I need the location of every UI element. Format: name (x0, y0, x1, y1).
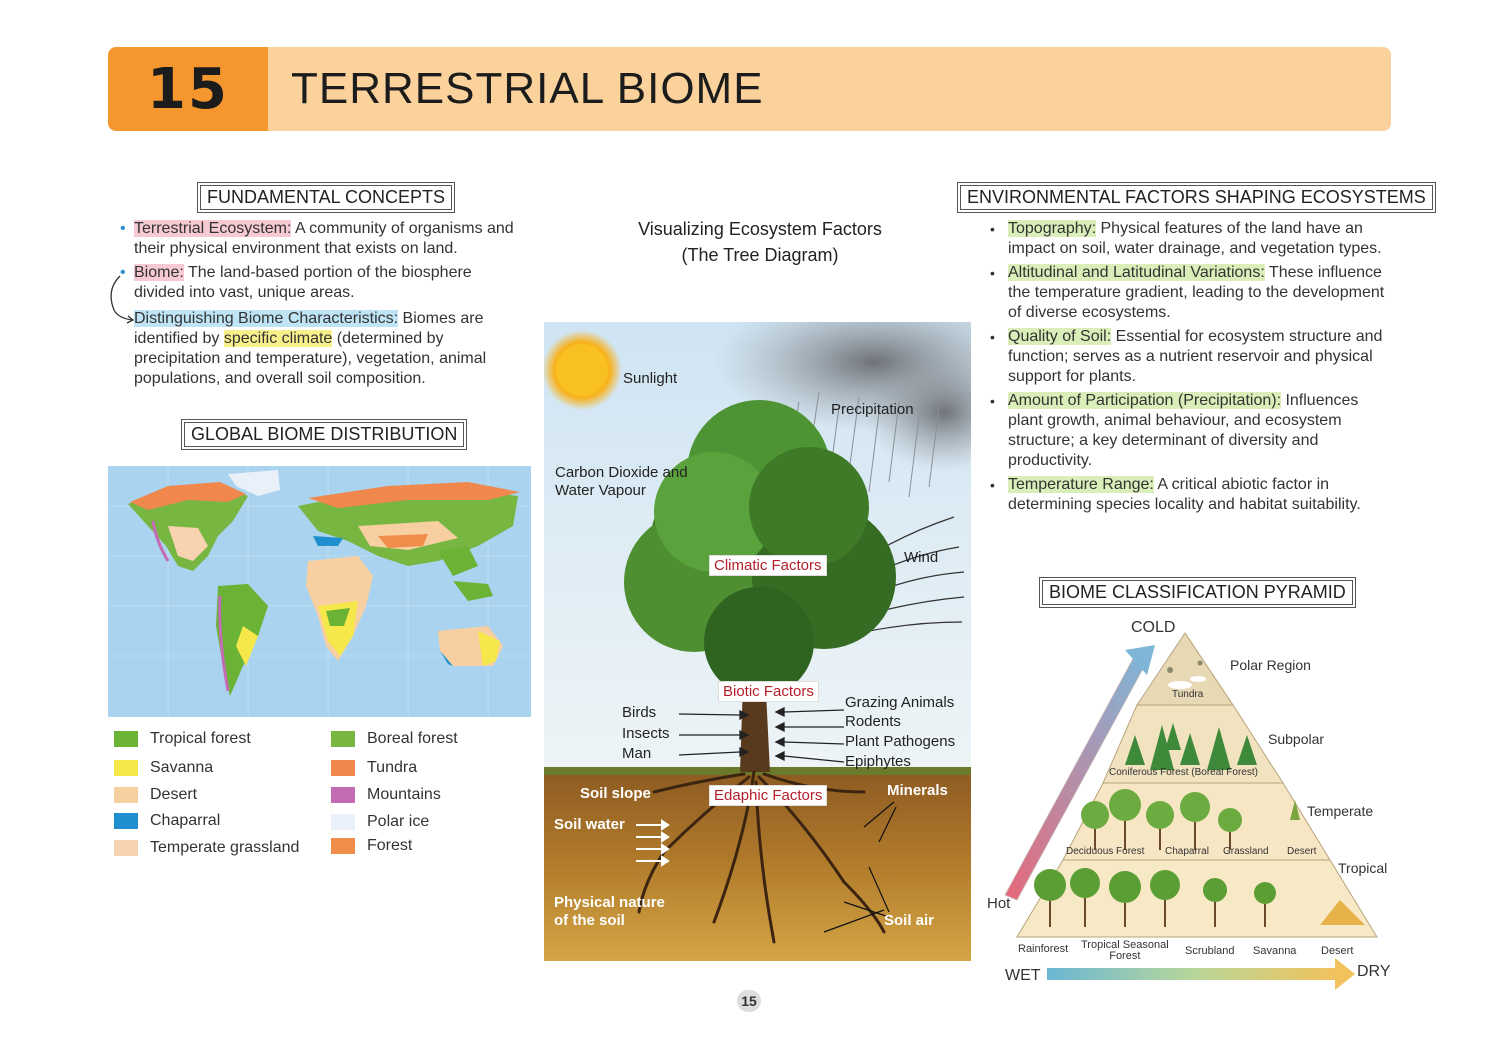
factor-item (988, 475, 1388, 515)
physical-nature-label (554, 894, 665, 930)
fundamental-heading: FUNDAMENTAL CONCEPTS (200, 185, 452, 210)
wind-label: Wind (904, 549, 939, 566)
cold-label: COLD (1131, 619, 1176, 636)
factor-term: Topography: (1008, 220, 1097, 237)
savanna-label: Savanna (1253, 945, 1297, 957)
bullet-icon: • (990, 221, 995, 237)
coniferous-label: Coniferous Forest (Boreal Forest) (1109, 767, 1258, 778)
concept-item (120, 309, 520, 389)
legend-label: Mountains (367, 786, 441, 803)
co2-label-line: Carbon Dioxide and (555, 464, 688, 481)
legend-swatch (331, 760, 355, 776)
concept-highlight: specific climate (223, 330, 333, 347)
concept-text: (determined by precipitation and temperature), vegetation, animal populations, and overall soil composition. (134, 330, 487, 387)
concept-term: Biome: (134, 264, 184, 281)
factor-item (988, 327, 1388, 387)
factor-text: A critical abiotic factor in determining species locality and habitat suitability. (1008, 476, 1361, 513)
legend-item (114, 759, 213, 777)
bullet-icon: • (120, 220, 126, 237)
rainforest-label: Rainforest (1018, 943, 1069, 955)
legend-item (331, 759, 417, 777)
birds-label: Birds (622, 704, 657, 721)
legend-swatch (331, 814, 355, 830)
physical-nature-line: Physical nature (554, 894, 665, 911)
factor-item (988, 391, 1388, 471)
temperate-label: Temperate (1307, 803, 1374, 819)
factor-term: Quality of Soil: (1008, 328, 1112, 345)
factor-text: Influences plant growth, animal behaviour, and ecosystem structure; a key determinant of diversity and productivity. (1008, 392, 1359, 469)
legend-item (114, 839, 299, 857)
legend-item (331, 730, 458, 748)
sunlight-label: Sunlight (623, 370, 678, 387)
legend-label: Savanna (150, 759, 214, 776)
deciduous-label: Deciduous Forest (1066, 846, 1145, 857)
scrubland-label: Scrubland (1185, 945, 1235, 957)
factor-item (988, 263, 1388, 323)
factor-text: Physical features of the land have an impact on soil, water drainage, and vegetation types. (1008, 220, 1382, 257)
precipitation-label: Precipitation (831, 401, 914, 418)
legend-item (114, 786, 197, 804)
climatic-factors-tag: Climatic Factors (709, 555, 827, 576)
chapter-number: 15 (108, 47, 268, 131)
factor-text: These influence the temperature gradient, leading to the development of diverse ecosystems. (1008, 264, 1385, 321)
legend-label: Tundra (367, 759, 418, 776)
legend-swatch (114, 731, 138, 747)
minerals-label: Minerals (887, 782, 948, 799)
legend-label: Desert (150, 786, 198, 803)
soil-water-label: Soil water (554, 816, 625, 833)
man-label: Man (622, 745, 652, 762)
co2-label (555, 464, 688, 500)
insects-label: Insects (622, 725, 670, 742)
legend-swatch (114, 813, 138, 829)
bullet-icon: • (990, 393, 995, 409)
factor-item (988, 219, 1388, 259)
hot-label: Hot (987, 895, 1011, 912)
legend-item (114, 730, 251, 748)
bullet-icon: • (120, 264, 126, 281)
tropical-seasonal-line: Tropical Seasonal (1081, 939, 1169, 951)
legend-swatch (114, 760, 138, 776)
global-heading: GLOBAL BIOME DISTRIBUTION (184, 422, 464, 447)
concept-term: Distinguishing Biome Characteristics: (134, 310, 399, 327)
soil-air-label: Soil air (884, 912, 935, 929)
concept-item (120, 263, 520, 303)
biome-pyramid (985, 615, 1395, 995)
tropical-label: Tropical (1338, 860, 1388, 876)
bullet-icon: • (990, 265, 995, 281)
concept-item (120, 219, 520, 259)
tree-diagram (544, 322, 971, 961)
desert-bottom-label: Desert (1321, 945, 1354, 957)
legend-swatch (331, 838, 355, 854)
grazing-animals-label: Grazing Animals (845, 694, 955, 711)
tropical-seasonal-line: Forest (1109, 950, 1141, 962)
soil-slope-label: Soil slope (580, 785, 651, 802)
legend-label: Chaparral (150, 812, 221, 829)
world-biome-map (108, 466, 531, 717)
dry-label: DRY (1357, 963, 1391, 980)
legend-item (114, 812, 220, 830)
legend-label: Temperate grassland (150, 839, 300, 856)
legend-item (331, 786, 441, 804)
wet-label: WET (1005, 967, 1041, 984)
biotic-factors-tag: Biotic Factors (718, 681, 819, 702)
concept-text: Biomes are identified by (134, 310, 484, 347)
co2-label-line: Water Vapour (555, 482, 646, 499)
fundamental-list (120, 219, 520, 393)
plant-pathogens-label: Plant Pathogens (845, 733, 956, 750)
legend-label: Polar ice (367, 813, 430, 830)
factor-term: Temperature Range: (1008, 476, 1154, 493)
edaphic-factors-tag: Edaphic Factors (709, 785, 827, 806)
concept-term: Terrestrial Ecosystem: (134, 220, 292, 237)
tree-subtitle-line: (The Tree Diagram) (681, 245, 839, 265)
physical-nature-line: of the soil (554, 912, 625, 929)
factor-term: Altitudinal and Latitudinal Variations: (1008, 264, 1265, 281)
legend-swatch (331, 787, 355, 803)
polar-region-label: Polar Region (1230, 657, 1311, 673)
factor-term: Amount of Participation (Precipitation): (1008, 392, 1282, 409)
chapter-title: TERRESTRIAL BIOME (291, 64, 764, 113)
legend-swatch (114, 840, 138, 856)
legend-swatch (331, 731, 355, 747)
concept-text: The land-based portion of the biosphere divided into vast, unique areas. (134, 264, 472, 301)
rodents-label: Rodents (845, 713, 901, 730)
grassland-label: Grassland (1223, 846, 1269, 857)
legend-label: Tropical forest (150, 730, 251, 747)
page-number: 15 (737, 990, 761, 1012)
tundra-label: Tundra (1172, 689, 1204, 700)
environment-heading: ENVIRONMENTAL FACTORS SHAPING ECOSYSTEMS (960, 185, 1433, 210)
desert-tier-label: Desert (1287, 846, 1317, 857)
tropical-seasonal-label (1081, 940, 1169, 962)
legend-swatch (114, 787, 138, 803)
link-arrow-icon (106, 270, 136, 330)
subpolar-label: Subpolar (1268, 731, 1325, 747)
legend-label: Boreal forest (367, 730, 458, 747)
bullet-icon: • (990, 477, 995, 493)
environment-list (988, 219, 1388, 519)
legend-item (331, 837, 412, 855)
legend-item (331, 813, 429, 831)
pyramid-heading: BIOME CLASSIFICATION PYRAMID (1042, 580, 1353, 605)
chapter-header (108, 47, 1391, 131)
tree-title-line: Visualizing Ecosystem Factors (638, 219, 882, 239)
bullet-icon: • (990, 329, 995, 345)
chaparral-label: Chaparral (1165, 846, 1209, 857)
legend-label: Forest (367, 837, 413, 854)
epiphytes-label: Epiphytes (845, 753, 911, 770)
factor-text: Essential for ecosystem structure and function; serves as a nutrient reservoir and physical support for plants. (1008, 328, 1383, 385)
tree-diagram-title (600, 216, 920, 268)
concept-text: A community of organisms and their physical environment that exists on land. (134, 220, 514, 257)
